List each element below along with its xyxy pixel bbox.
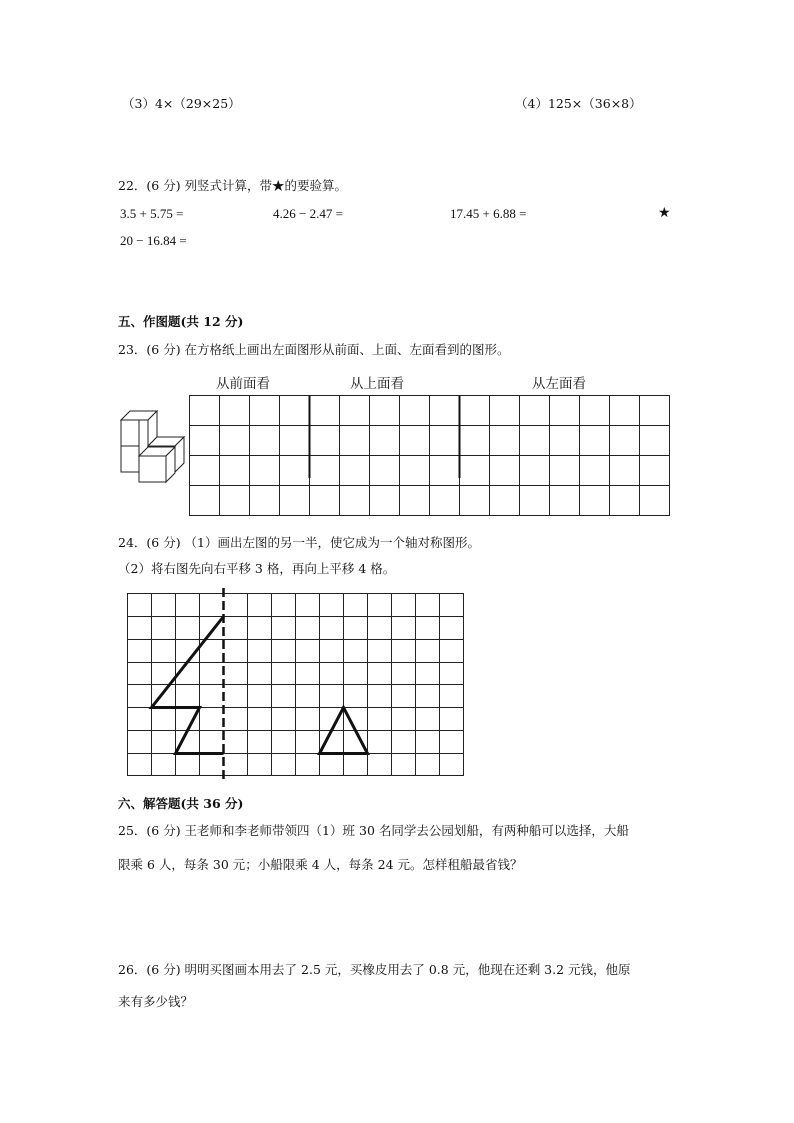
star-icon: ★ [658,205,671,221]
view-label-left: 从左面看 [532,376,586,391]
view-label-front: 从前面看 [216,376,270,391]
view-label-top: 从上面看 [350,376,404,391]
section6-title: 六、解答题(共 36 分) [118,796,244,811]
q23-title: 23．(6 分) 在方格纸上画出左面图形从前面、上面、左面看到的图形。 [118,342,510,357]
triangle-figure [320,708,368,754]
q26-line1: 26．(6 分) 明明买图画本用去了 2.5 元，买橡皮用去了 0.8 元，他现在还剩 3.2 元钱，他原 [118,962,631,977]
q21-part3: （3）4×（29×25） [122,96,241,111]
q22-expr-3: 17.45 + 6.88 = [450,206,527,221]
section5-title: 五、作图题(共 12 分) [118,314,244,329]
half-figure [152,617,224,754]
q25-line2: 限乘 6 人，每条 30 元；小船限乘 4 人，每条 24 元。怎样租船最省钱？ [118,857,523,872]
q26-line2: 来有多少钱？ [118,994,194,1009]
q22-title: 22．(6 分) 列竖式计算，带★的要验算。 [118,178,348,193]
q21-part4: （4）125×（36×8） [515,96,642,111]
q22-expr-2: 4.26 − 2.47 = [273,206,343,221]
q24-line2: （2）将右图先向右平移 3 格，再向上平移 4 格。 [118,561,396,576]
q25-line1: 25．(6 分) 王老师和李老师带领四（1）班 30 名同学去公园划船，有两种船可以选择，大船 [118,823,629,838]
q22-expr-4: 20 − 16.84 = [120,233,187,248]
q22-expr-1: 3.5 + 5.75 = [120,206,184,221]
q24-line1: 24．(6 分) （1）画出左图的另一半，使它成为一个轴对称图形。 [118,535,481,550]
